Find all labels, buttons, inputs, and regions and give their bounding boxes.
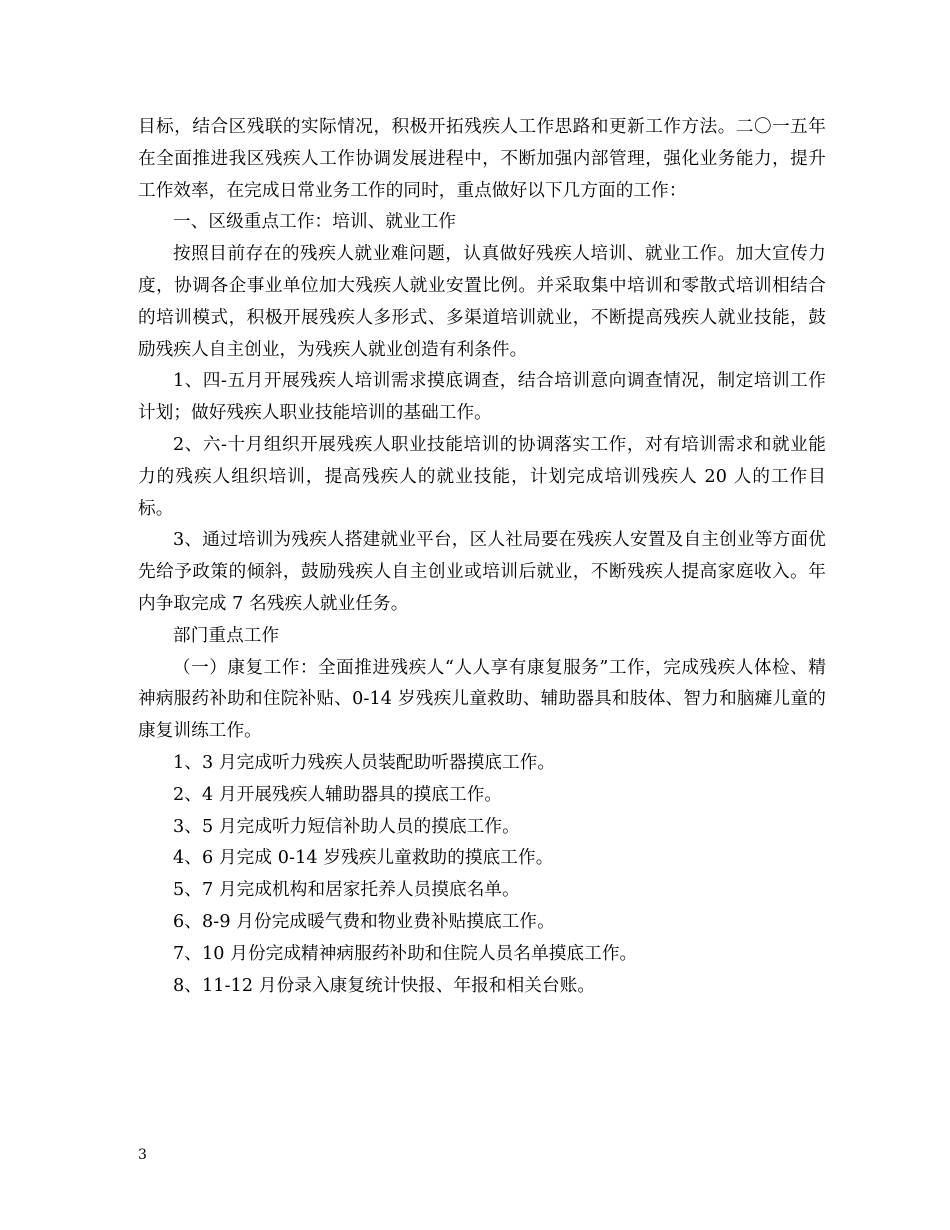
list-item-skills-training: 2、六-十月组织开展残疾人职业技能培训的协调落实工作，对有培训需求和就业能力的残疾人组织培训，提高残疾人的就业技能，计划完成培训残疾人 20 人的工作目标。 xyxy=(138,434,826,519)
list-item-care-roster: 5、7 月完成机构和居家托养人员摸底名单。 xyxy=(173,880,520,901)
list-item-heating-subsidy: 6、8-9 月份完成暖气费和物业费补贴摸底工作。 xyxy=(173,911,555,932)
list-item-hearing-aid: 1、3 月完成听力残疾人员装配助听器摸底工作。 xyxy=(173,752,556,773)
page-number: 3 xyxy=(138,1147,147,1163)
paragraph-employment-overview: 按照目前存在的残疾人就业难问题，认真做好残疾人培训、就业工作。加大宣传力度，协调各企事业单位加大残疾人就业安置比例。并采取集中培训和零散式培训相结合的培训模式，积极开展残疾人多形式、多渠道培训就业，不断提高残疾人就业技能，鼓励残疾人自主创业，为残疾人就业创造有利条件。 xyxy=(138,244,826,360)
heading-department-key-work: 部门重点工作 xyxy=(173,625,280,646)
list-item-statistics-entry: 8、11-12 月份录入康复统计快报、年报和相关台账。 xyxy=(173,975,596,996)
list-item-assistive-devices: 2、4 月开展残疾人辅助器具的摸底工作。 xyxy=(173,784,503,805)
list-item-psychiatric-roster: 7、10 月份完成精神病服药补助和住院人员名单摸底工作。 xyxy=(173,943,638,964)
paragraph-rehabilitation-work: （一）康复工作：全面推进残疾人“人人享有康复服务”工作，完成残疾人体检、精神病服药补助和住院补贴、0-14 岁残疾儿童救助、辅助器具和肢体、智力和脑瘫儿童的康复训练工作。 xyxy=(138,657,826,742)
list-item-employment-platform: 3、通过培训为残疾人搭建就业平台，区人社局要在残疾人安置及自主创业等方面优先给予政策的倾斜，鼓励残疾人自主创业或培训后就业，不断残疾人提高家庭收入。年内争取完成 7 名残疾人就业任务。 xyxy=(138,530,826,614)
document-body xyxy=(138,112,826,1002)
list-item-sms-subsidy: 3、5 月完成听力短信补助人员的摸底工作。 xyxy=(173,816,520,837)
list-item-training-survey: 1、四-五月开展残疾人培训需求摸底调查，结合培训意向调查情况，制定培训工作计划；做好残疾人职业技能培训的基础工作。 xyxy=(138,371,826,424)
heading-district-key-work: 一、区级重点工作：培训、就业工作 xyxy=(173,212,457,233)
paragraph-intro: 目标，结合区残联的实际情况，积极开拓残疾人工作思路和更新工作方法。二〇一五年在全面推进我区残疾人工作协调发展进程中，不断加强内部管理，强化业务能力，提升工作效率，在完成日常业务工作的同时，重点做好以下几方面的工作： xyxy=(138,117,826,201)
list-item-child-relief: 4、6 月完成 0-14 岁残疾儿童救助的摸底工作。 xyxy=(173,848,554,869)
